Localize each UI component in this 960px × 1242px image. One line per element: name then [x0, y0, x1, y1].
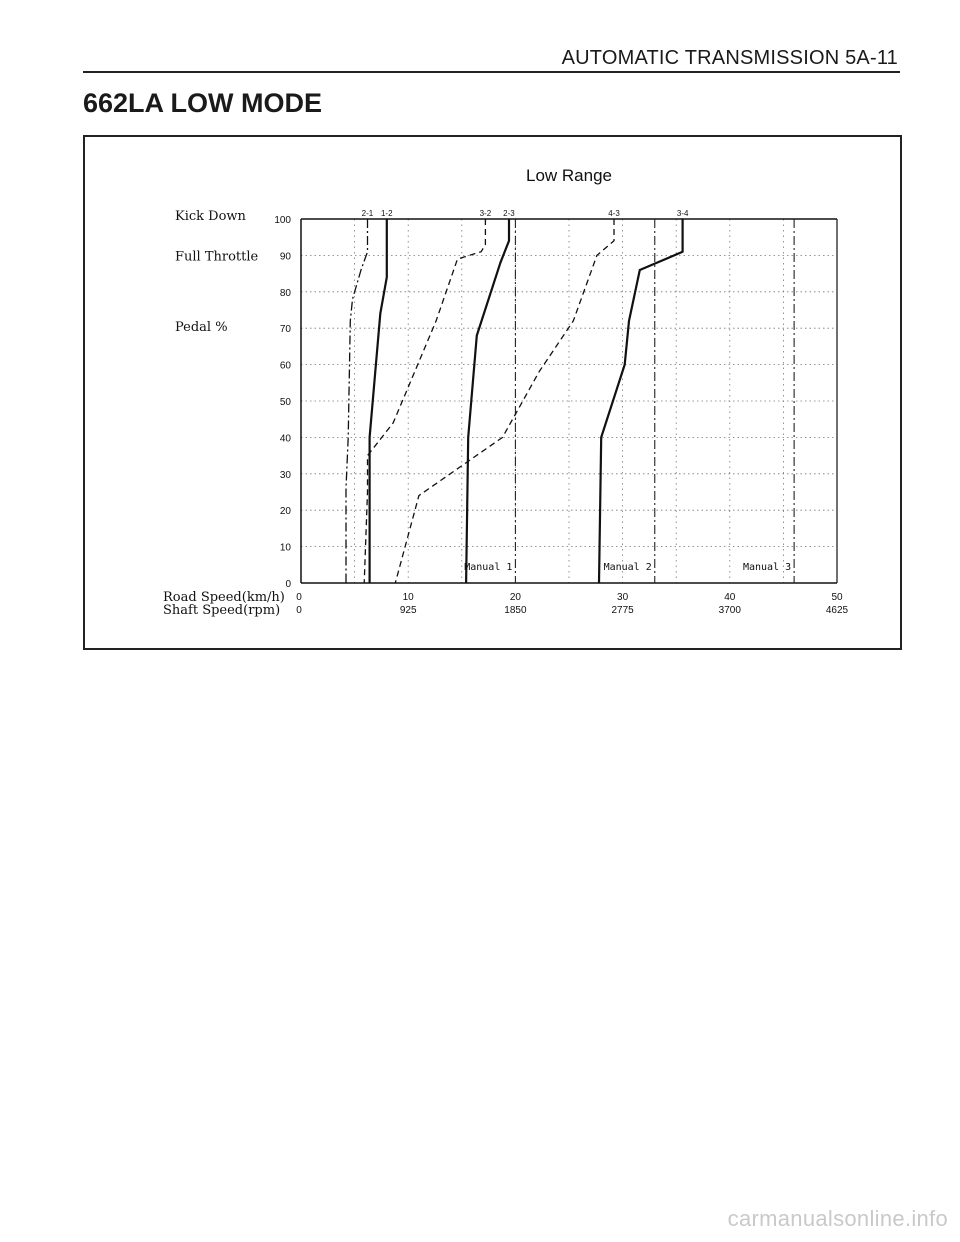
series-label: 3-2: [479, 209, 492, 218]
x-axis-label-road: Road Speed(km/h): [163, 590, 285, 605]
chart-frame: [83, 135, 902, 650]
y-tick-label: 80: [279, 287, 291, 299]
watermark: carmanualsonline.info: [727, 1206, 948, 1231]
x-tick-shaft: 4625: [825, 605, 849, 616]
x-tick-shaft: 3700: [718, 605, 741, 616]
x-tick-road: 20: [509, 592, 521, 603]
x-tick-shaft: 1850: [504, 605, 527, 616]
page-title: 662LA LOW MODE: [83, 88, 323, 118]
y-tick-label: 20: [279, 506, 291, 518]
y-side-label: Full Throttle: [175, 249, 259, 265]
x-tick-road: 30: [617, 592, 629, 603]
running-header: AUTOMATIC TRANSMISSION 5A-11: [561, 47, 898, 69]
y-tick-label: 10: [279, 542, 291, 554]
series-label: 1-2: [380, 209, 393, 218]
x-tick-road: 40: [724, 592, 736, 603]
y-tick-label: 30: [279, 469, 291, 481]
x-tick-road: 10: [402, 592, 414, 603]
y-tick-label: 0: [285, 579, 291, 590]
y-side-label: Kick Down: [175, 209, 246, 224]
x-tick-road: 50: [831, 592, 843, 603]
y-tick-label: 40: [279, 433, 291, 445]
x-tick-shaft: 2775: [611, 605, 634, 616]
y-tick-label: 50: [279, 397, 291, 408]
y-side-label: Pedal %: [175, 320, 228, 336]
y-tick-label: 90: [279, 251, 291, 263]
y-tick-label: 100: [274, 215, 291, 226]
header-rule: [83, 71, 900, 73]
y-tick-label: 60: [279, 360, 291, 372]
manual-marker-label: Manual 2: [603, 562, 652, 573]
x-tick-road: 0: [296, 592, 302, 603]
manual-marker-label: Manual 1: [464, 562, 513, 573]
x-axis-label-shaft: Shaft Speed(rpm): [163, 603, 281, 618]
manual-marker-label: Manual 3: [742, 562, 792, 573]
series-label: 2-1: [361, 209, 374, 218]
x-tick-shaft: 0: [296, 605, 302, 616]
y-tick-label: 70: [279, 324, 291, 336]
series-label: 3-4: [676, 209, 689, 218]
series-label: 4-3: [608, 209, 620, 218]
chart-title: Low Range: [525, 166, 613, 185]
x-tick-shaft: 925: [399, 605, 417, 616]
shift-chart: [85, 137, 900, 648]
series-label: 2-3: [503, 209, 515, 218]
